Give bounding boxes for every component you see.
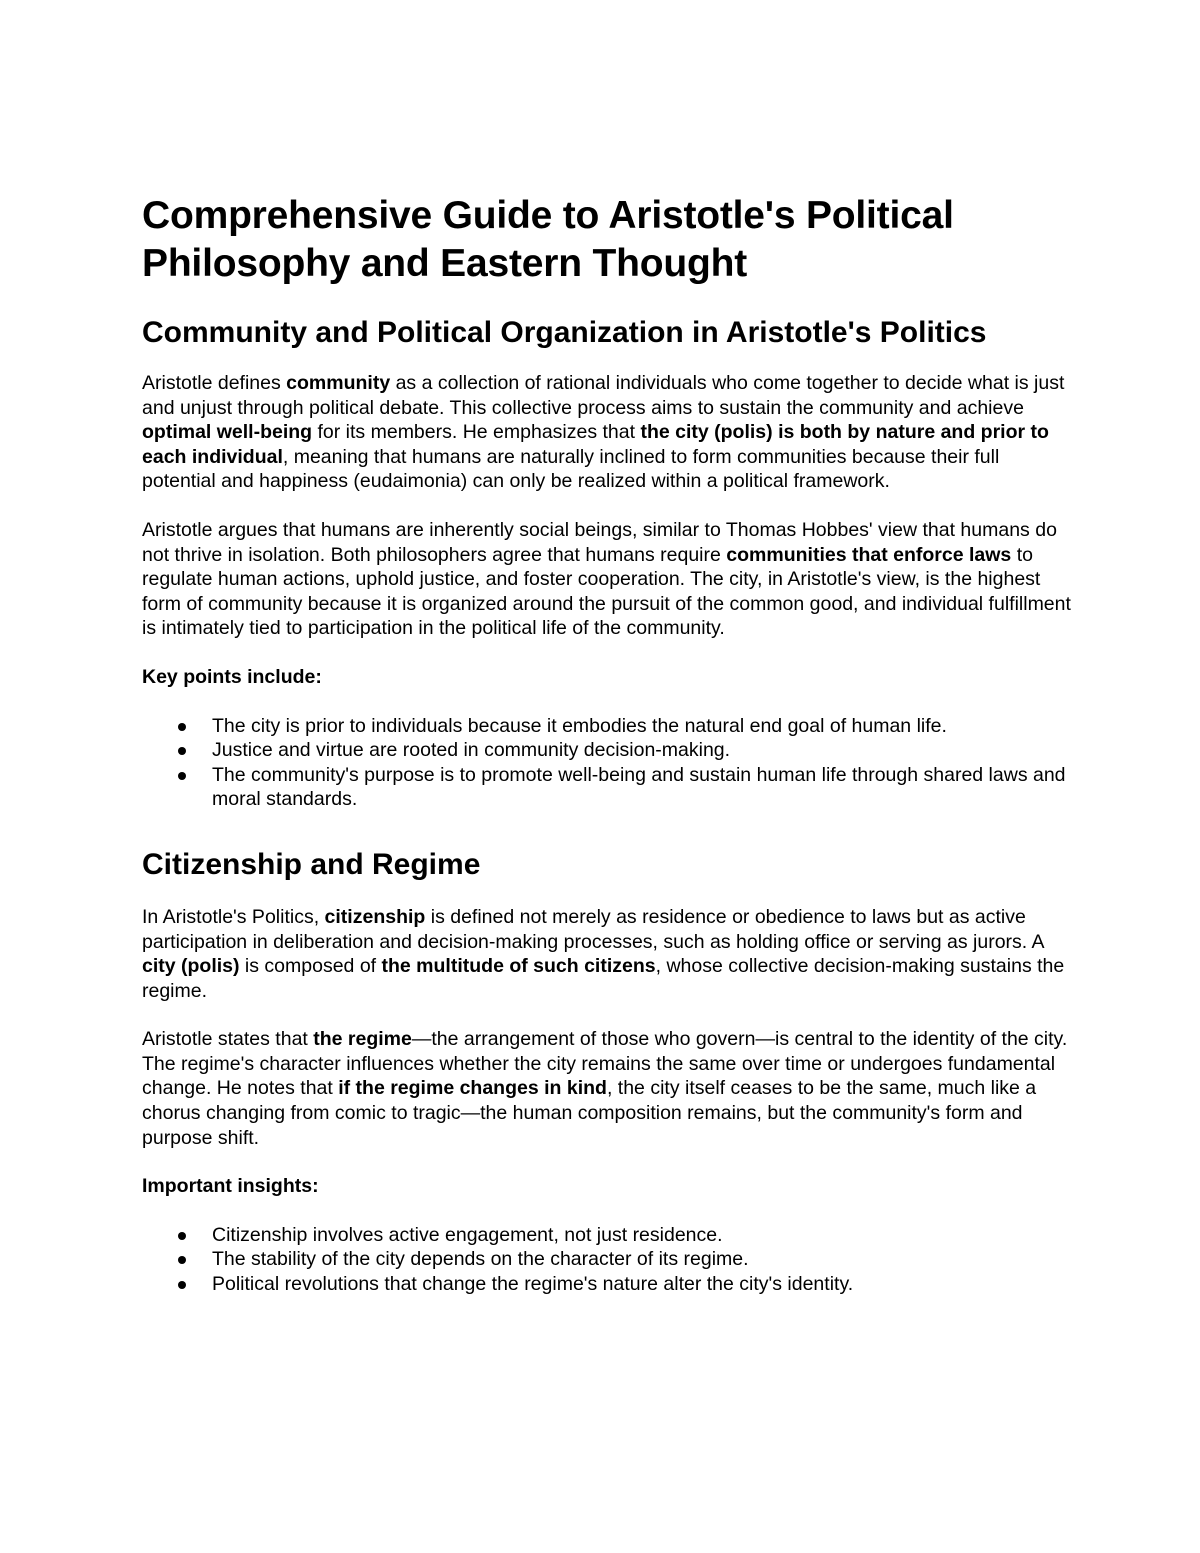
bold-term-regime-changes: if the regime changes in kind: [338, 1077, 607, 1100]
list-item: [212, 763, 1072, 812]
text-run: is composed of: [239, 955, 382, 978]
key-points-list: [142, 714, 1072, 812]
list-item-text: The community's purpose is to promote well-being and sustain human life through shared laws and moral standards.: [212, 763, 1066, 811]
text-run: , meaning that humans are naturally inclined to form communities because their full potential and happiness (eudaimonia) can only be realized within a political framework.: [142, 445, 1000, 493]
text-run: Aristotle defines: [142, 372, 287, 394]
list-item: [212, 1272, 1072, 1297]
text-run: as a collection of rational individuals who come together to decide what is just and unjust through political debate. This collective process aims to sustain the community and achieve: [142, 372, 1065, 419]
bullet-icon: [178, 1232, 186, 1240]
bold-term-regime: the regime: [313, 1028, 412, 1051]
text-run: , whose collective decision-making sustains the regime.: [142, 955, 1065, 1002]
list-label-text: Important insights:: [142, 1175, 319, 1198]
text-run: —the arrangement of those who govern—is central to the identity of the city. The regime's character influences whether the city remains the same over time or undergoes fundamental change. He notes that: [142, 1028, 1068, 1100]
bold-term-communities-laws: communities that enforce laws: [726, 543, 1012, 566]
list-item-text: The city is prior to individuals because it embodies the natural end goal of human life.: [212, 714, 947, 737]
list-item-text: The stability of the city depends on the character of its regime.: [212, 1248, 749, 1271]
document-page: [142, 192, 1072, 1297]
list-label-text: Key points include:: [142, 665, 322, 688]
list-item: [212, 1223, 1072, 1248]
list-label-important-insights: [142, 1174, 1072, 1199]
bullet-icon: [178, 747, 186, 755]
text-run: Aristotle states that: [142, 1028, 314, 1051]
text-run: for its members. He emphasizes that: [312, 421, 641, 444]
list-label-key-points: [142, 665, 1072, 690]
paragraph-community-definition: [142, 371, 1072, 494]
bold-term-city-prior: the city (polis) is both by nature and prior to each individual: [142, 421, 1049, 468]
text-run: is defined not merely as residence or obedience to laws but as active participation in deliberation and decision-making processes, such as holding office or serving as jurors. A: [142, 905, 1044, 953]
bold-term-city-polis: city (polis): [142, 955, 240, 978]
text-run: In Aristotle's Politics,: [142, 905, 325, 928]
list-item: [212, 1247, 1072, 1272]
bullet-icon: [178, 772, 186, 780]
list-item: [212, 714, 1072, 739]
bold-term-multitude: the multitude of such citizens: [381, 955, 656, 978]
text-run: to regulate human actions, uphold justice, and foster cooperation. The city, in Aristotle's view, is the highest form of community because it is organized around the pursuit of the common good, and individual fulfillment is intimately tied to participation in the political life of the community.: [142, 543, 1071, 640]
bullet-icon: [178, 1281, 186, 1289]
list-item-text: Justice and virtue are rooted in community decision-making.: [212, 739, 731, 762]
bullet-icon: [178, 723, 186, 731]
bold-term-community: community: [286, 372, 391, 394]
section-heading-citizenship: Citizenship and Regime: [142, 847, 481, 881]
paragraph-citizenship-definition: [142, 905, 1072, 1003]
bullet-icon: [178, 1256, 186, 1264]
bold-term-optimal-well-being: optimal well-being: [142, 421, 313, 444]
insights-list: [142, 1223, 1072, 1297]
paragraph-regime: [142, 1027, 1072, 1150]
paragraph-social-beings: [142, 518, 1072, 641]
text-run: Aristotle argues that humans are inherently social beings, similar to Thomas Hobbes' view that humans do not thrive in isolation. Both philosophers agree that humans require: [142, 518, 1057, 566]
bold-term-citizenship: citizenship: [324, 905, 426, 928]
list-item-text: Political revolutions that change the regime's nature alter the city's identity.: [212, 1273, 854, 1296]
text-run: , the city itself ceases to be the same, much like a chorus changing from comic to tragic—the human composition remains, but the community's form and purpose shift.: [142, 1077, 1037, 1149]
list-item-text: Citizenship involves active engagement, not just residence.: [212, 1223, 723, 1246]
list-item: [212, 738, 1072, 763]
document-title: Comprehensive Guide to Aristotle's Political Philosophy and Eastern Thought: [142, 194, 954, 285]
section-heading-community: Community and Political Organization in Aristotle's Politics: [142, 316, 987, 349]
